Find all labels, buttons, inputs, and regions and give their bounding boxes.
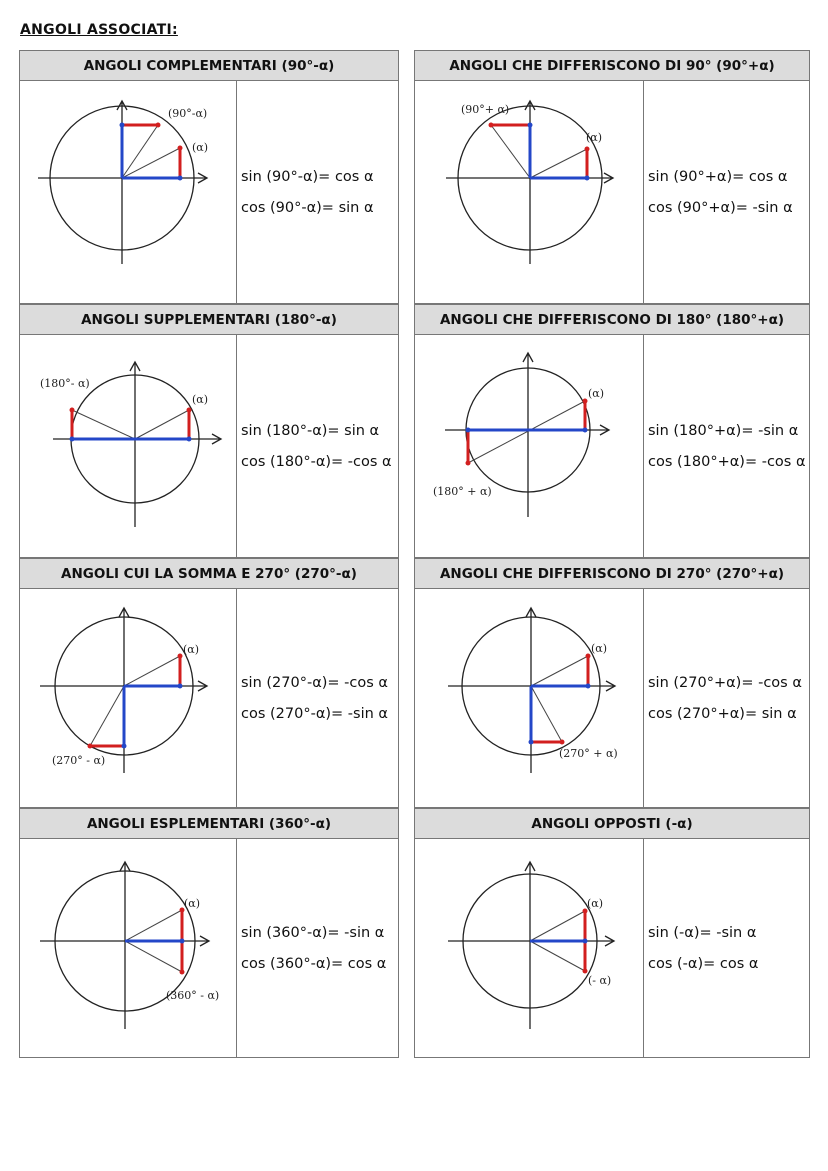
panel-differ-180 — [414, 304, 810, 558]
cos-formula: cos (-α)= cos α — [648, 955, 759, 972]
panel-explementary — [19, 808, 399, 1058]
panel-title: ANGOLI ESPLEMENTARI (360°-α) — [20, 809, 398, 839]
panel-opposite — [414, 808, 810, 1058]
unit-circle-diagram — [20, 81, 237, 303]
sin-formula: sin (180°+α)= -sin α — [648, 422, 799, 439]
panel-title: ANGOLI CHE DIFFERISCONO DI 90° (90°+α) — [415, 51, 809, 81]
sin-formula: sin (270°+α)= -cos α — [648, 674, 802, 691]
associated-angle-label: (180°- α) — [40, 377, 90, 390]
panel-title: ANGOLI COMPLEMENTARI (90°-α) — [20, 51, 398, 81]
panel-complementary — [19, 50, 399, 304]
associated-angle-label: (360° - α) — [166, 989, 220, 1002]
unit-circle-diagram — [20, 335, 237, 557]
alpha-label: (α) — [183, 643, 200, 656]
unit-circle-diagram — [415, 81, 644, 303]
panel-title: ANGOLI CHE DIFFERISCONO DI 270° (270°+α) — [415, 559, 809, 589]
cos-formula: cos (270°-α)= -sin α — [241, 705, 388, 722]
panel-title: ANGOLI CHE DIFFERISCONO DI 180° (180°+α) — [415, 305, 809, 335]
alpha-label: (α) — [586, 131, 603, 144]
sin-formula: sin (90°+α)= cos α — [648, 168, 788, 185]
cos-formula: cos (360°-α)= cos α — [241, 955, 387, 972]
sin-formula: sin (90°-α)= cos α — [241, 168, 374, 185]
panel-title: ANGOLI OPPOSTI (-α) — [415, 809, 809, 839]
alpha-label: (α) — [184, 897, 201, 910]
unit-circle-diagram — [20, 839, 237, 1057]
panel-sum-270 — [19, 558, 399, 808]
panel-supplementary — [19, 304, 399, 558]
panel-differ-90 — [414, 50, 810, 304]
associated-angle-label: (180° + α) — [433, 485, 492, 498]
unit-circle-diagram — [415, 335, 644, 557]
circle-axes — [40, 862, 209, 1029]
cos-formula: cos (270°+α)= sin α — [648, 705, 797, 722]
panel-differ-270 — [414, 558, 810, 808]
cos-formula: cos (180°+α)= -cos α — [648, 453, 806, 470]
cos-formula: cos (180°-α)= -cos α — [241, 453, 392, 470]
associated-angle-label: (90°-α) — [168, 107, 208, 120]
sin-formula: sin (-α)= -sin α — [648, 924, 757, 941]
unit-circle-diagram — [415, 839, 644, 1057]
alpha-label: (α) — [192, 141, 209, 154]
panel-title: ANGOLI SUPPLEMENTARI (180°-α) — [20, 305, 398, 335]
associated-angle-label: (90°+ α) — [461, 103, 510, 116]
page-title: ANGOLI ASSOCIATI: — [20, 22, 178, 38]
unit-circle-diagram — [415, 589, 644, 807]
circle-axes — [448, 862, 614, 1029]
unit-circle-diagram — [20, 589, 237, 807]
alpha-label: (α) — [587, 897, 604, 910]
cos-formula: cos (90°+α)= -sin α — [648, 199, 793, 216]
cos-formula: cos (90°-α)= sin α — [241, 199, 374, 216]
sin-formula: sin (180°-α)= sin α — [241, 422, 380, 439]
alpha-label: (α) — [588, 387, 605, 400]
alpha-label: (α) — [591, 642, 608, 655]
associated-angle-label: (270° - α) — [52, 754, 106, 767]
alpha-label: (α) — [192, 393, 209, 406]
associated-angle-label: (- α) — [588, 974, 612, 987]
panel-title: ANGOLI CUI LA SOMMA E 270° (270°-α) — [20, 559, 398, 589]
sin-formula: sin (360°-α)= -sin α — [241, 924, 385, 941]
associated-angle-label: (270° + α) — [559, 747, 618, 760]
sin-formula: sin (270°-α)= -cos α — [241, 674, 388, 691]
